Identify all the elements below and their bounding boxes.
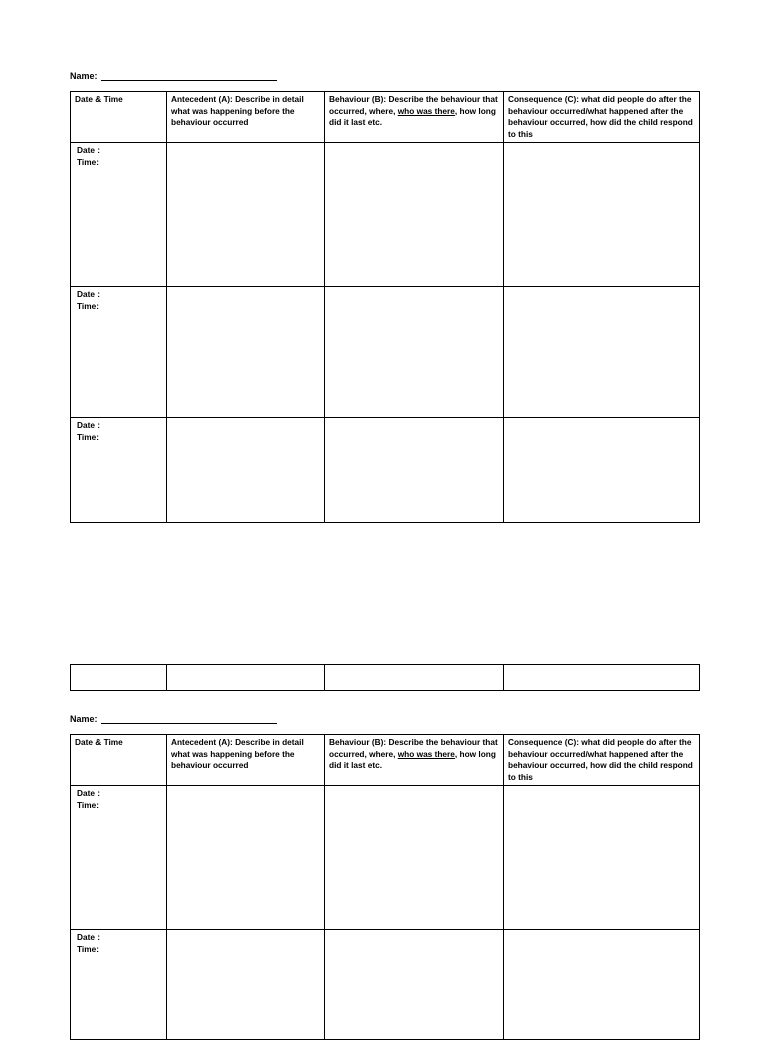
- name-input-line[interactable]: [101, 715, 277, 724]
- date-time-cell[interactable]: [71, 287, 167, 418]
- behaviour-text-post: , how long did it last etc.: [329, 748, 496, 770]
- behaviour-cell[interactable]: [325, 786, 504, 930]
- empty-cell[interactable]: [167, 665, 325, 691]
- date-time-cell[interactable]: [71, 418, 167, 523]
- table-row: [71, 418, 700, 523]
- behaviour-text-post: , how long did it last etc.: [329, 105, 496, 127]
- header-antecedent: Antecedent (A): Describe in detail what was happening before the behaviour occurred: [167, 735, 325, 786]
- header-row: [71, 92, 700, 143]
- header-date-time: Date & Time: [71, 735, 167, 786]
- header-consequence: Consequence (C): what did people do after the behaviour occurred/what happened after the behaviour occurred, how did the child respond to this: [504, 92, 700, 143]
- empty-row-table: [70, 664, 700, 691]
- behaviour-text-pre: Behaviour (B): Describe the behaviour that occurred, where,: [329, 737, 498, 759]
- empty-cell[interactable]: [71, 665, 167, 691]
- antecedent-cell[interactable]: [167, 143, 325, 287]
- time-label: Time:: [77, 300, 99, 311]
- antecedent-cell[interactable]: [167, 786, 325, 930]
- date-time-cell[interactable]: [71, 786, 167, 930]
- behaviour-cell[interactable]: [325, 287, 504, 418]
- time-label: Time:: [77, 431, 99, 442]
- header-behaviour: [325, 735, 504, 786]
- header-antecedent: Antecedent (A): Describe in detail what was happening before the behaviour occurred: [167, 92, 325, 143]
- time-label: Time:: [77, 943, 99, 954]
- time-label: Time:: [77, 156, 99, 167]
- time-label: Time:: [77, 799, 99, 810]
- date-label: Date :: [77, 788, 101, 798]
- behaviour-text-pre: Behaviour (B): Describe the behaviour that occurred, where,: [329, 94, 498, 116]
- date-label: Date :: [77, 145, 101, 155]
- header-behaviour: [325, 92, 504, 143]
- header-row: [71, 735, 700, 786]
- table-row: [71, 786, 700, 930]
- name-label: Name:: [70, 71, 98, 81]
- empty-cell[interactable]: [325, 665, 504, 691]
- date-time-cell[interactable]: [71, 143, 167, 287]
- behaviour-cell[interactable]: [325, 930, 504, 1040]
- table-row: [71, 930, 700, 1040]
- consequence-cell[interactable]: [504, 418, 700, 523]
- behaviour-cell[interactable]: [325, 418, 504, 523]
- header-date-time: Date & Time: [71, 92, 167, 143]
- behaviour-text-underlined: who was there: [397, 748, 455, 759]
- antecedent-cell[interactable]: [167, 287, 325, 418]
- behaviour-text-underlined: who was there: [397, 105, 455, 116]
- date-label: Date :: [77, 420, 101, 430]
- name-input-line[interactable]: [101, 72, 277, 81]
- consequence-cell[interactable]: [504, 930, 700, 1040]
- antecedent-cell[interactable]: [167, 418, 325, 523]
- behaviour-cell[interactable]: [325, 143, 504, 287]
- table-row: [71, 287, 700, 418]
- date-time-cell[interactable]: [71, 930, 167, 1040]
- empty-cell[interactable]: [504, 665, 700, 691]
- date-label: Date :: [77, 932, 101, 942]
- name-field-1: [70, 71, 277, 81]
- table-row: [71, 143, 700, 287]
- consequence-cell[interactable]: [504, 287, 700, 418]
- date-label: Date :: [77, 289, 101, 299]
- header-consequence: Consequence (C): what did people do after the behaviour occurred/what happened after the behaviour occurred, how did the child respond to this: [504, 735, 700, 786]
- abc-table-1: [70, 91, 700, 523]
- consequence-cell[interactable]: [504, 143, 700, 287]
- consequence-cell[interactable]: [504, 786, 700, 930]
- antecedent-cell[interactable]: [167, 930, 325, 1040]
- name-field-2: [70, 714, 277, 724]
- abc-table-2: [70, 734, 700, 1040]
- name-label: Name:: [70, 714, 98, 724]
- table-row: [71, 665, 700, 691]
